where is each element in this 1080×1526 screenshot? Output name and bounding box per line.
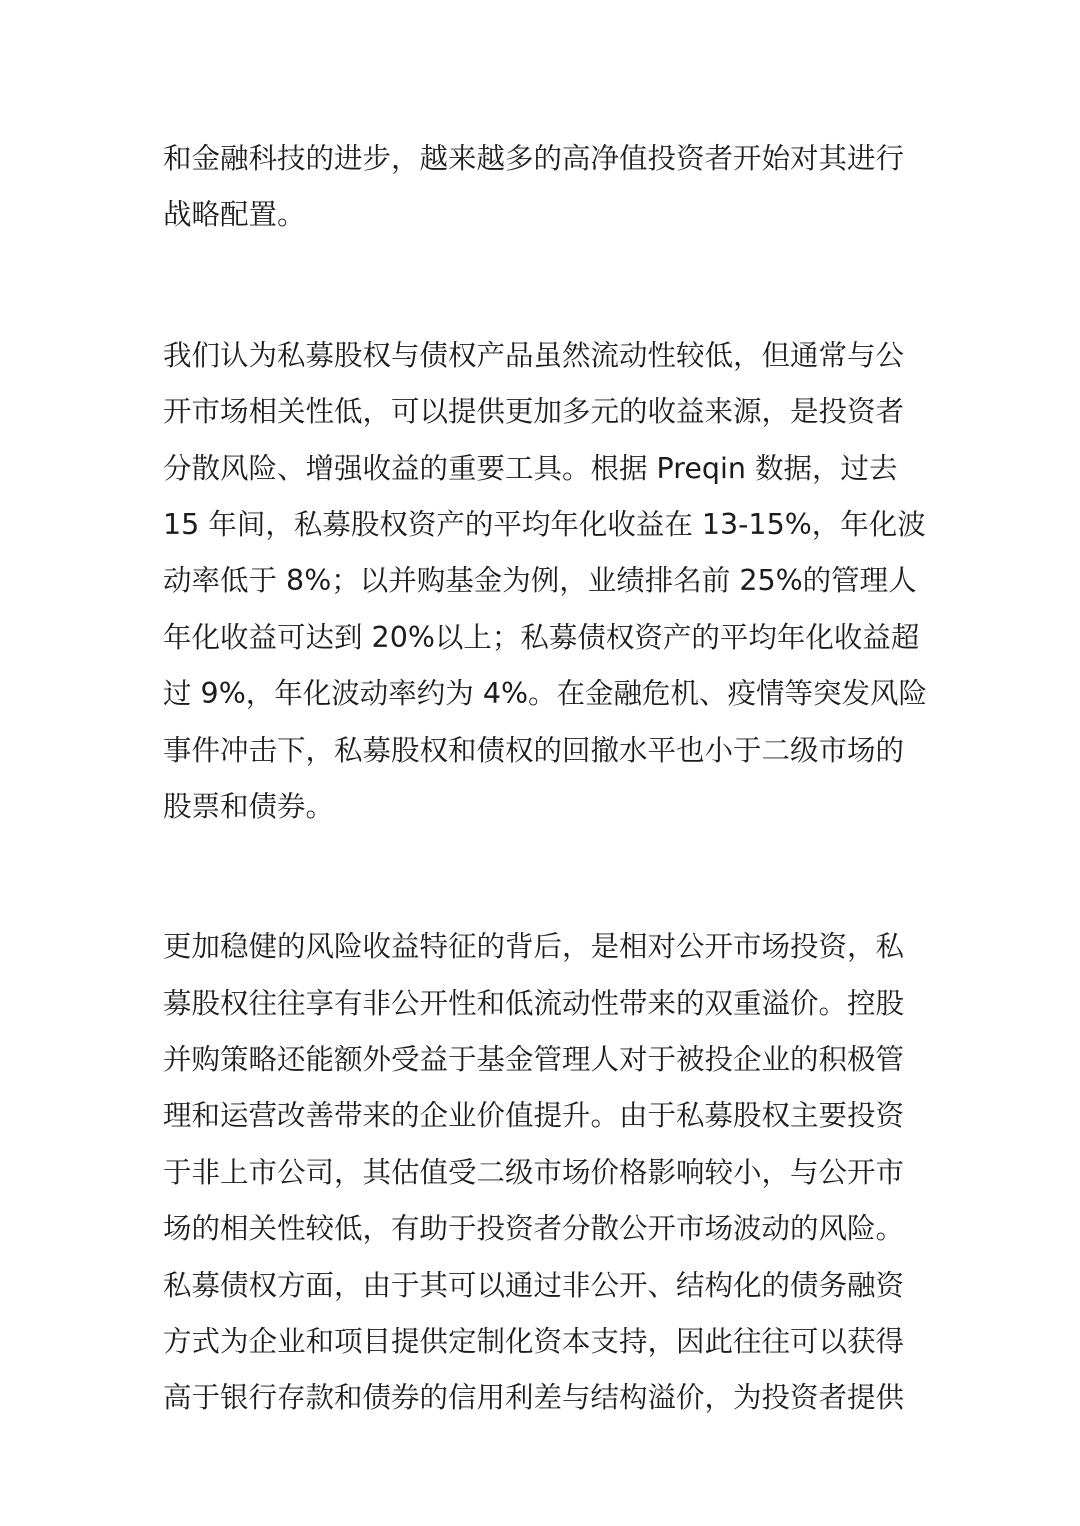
text-line: 理和运营改善带来的企业价值提升。由于私募股权主要投资 (163, 1099, 905, 1133)
text-line: 和金融科技的进步，越来越多的高净值投资者开始对其进行 (163, 142, 905, 175)
text-line: 过 9%，年化波动率约为 4%。在金融危机、疫情等突发风险 (163, 677, 928, 711)
text-line: 我们认为私募股权与债权产品虽然流动性较低，但通常与公 (163, 338, 905, 372)
paragraph-3 (163, 919, 923, 1427)
paragraph-spacer (163, 835, 923, 919)
text-line: 并购策略还能额外受益于基金管理人对于被投企业的积极管 (163, 1043, 905, 1077)
text-line: 分散风险、增强收益的重要工具。根据 Preqin 数据，过去 (163, 451, 898, 485)
text-line: 年化收益可达到 20%以上；私募债权资产的平均年化收益超 (163, 620, 920, 654)
paragraph-2 (163, 328, 928, 836)
text-line: 15 年间，私募股权资产的平均年化收益在 13-15%，年化波 (163, 507, 926, 541)
paragraph-1 (163, 131, 923, 244)
text-line: 股票和债券。 (163, 789, 335, 823)
text-line: 高于银行存款和债券的信用利差与结构溢价，为投资者提供 (163, 1381, 905, 1415)
text-line: 方式为企业和项目提供定制化资本支持，因此往往可以获得 (163, 1325, 905, 1359)
text-line: 募股权往往享有非公开性和低流动性带来的双重溢价。控股 (163, 986, 905, 1020)
text-line: 开市场相关性低，可以提供更加多元的收益来源，是投资者 (163, 395, 905, 429)
article-body (163, 131, 928, 1427)
text-line: 事件冲击下，私募股权和债权的回撤水平也小于二级市场的 (163, 733, 905, 767)
text-line: 战略配置。 (163, 198, 306, 232)
text-line: 场的相关性较低，有助于投资者分散公开市场波动的风险。 (163, 1212, 905, 1246)
paragraph-spacer (163, 244, 923, 328)
text-line: 于非上市公司，其估值受二级市场价格影响较小，与公开市 (163, 1155, 905, 1189)
text-line: 更加稳健的风险收益特征的背后，是相对公开市场投资，私 (163, 930, 905, 964)
text-line: 动率低于 8%；以并购基金为例，业绩排名前 25%的管理人 (163, 564, 917, 598)
text-line: 私募债权方面，由于其可以通过非公开、结构化的债务融资 (163, 1268, 905, 1302)
